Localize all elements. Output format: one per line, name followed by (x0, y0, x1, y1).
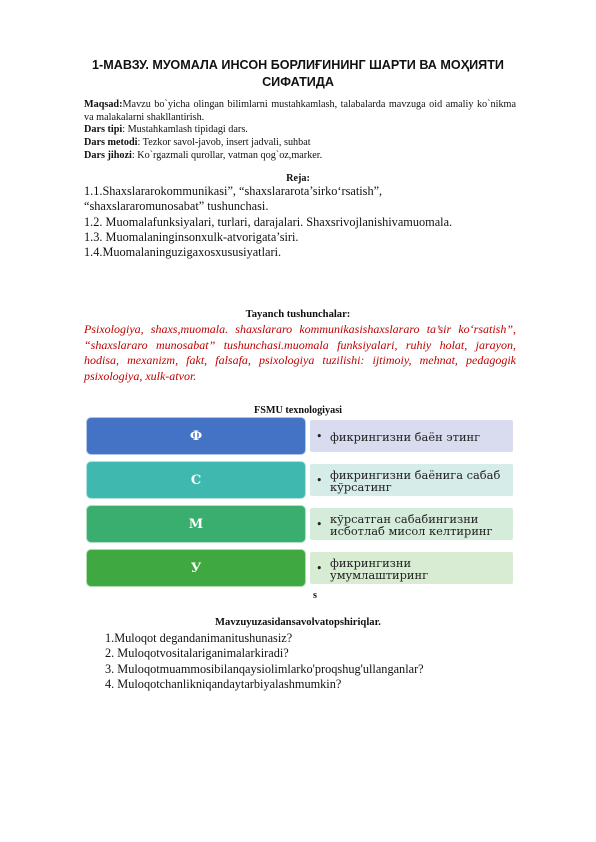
maqsad-text: Mavzu bo`yicha olingan bilimlarni mustahkamlash, talabalarda mavzuga oid amaliy ko`nikma va malakalarni shakllantirish. (84, 99, 516, 123)
page-title: 1-МАВЗУ. МУОМАЛА ИНСОН БОРЛИҒИНИНГ ШАРТИ ВА МОҲИЯТИ СИФАТИДА (92, 58, 504, 89)
reja-item: 1.1.Shaxslararokommunikasi”, “shaxslararota’sirko‘rsatish”, (84, 184, 383, 198)
fsmu-text-box (310, 552, 513, 584)
bullet-icon: • (316, 517, 323, 531)
bullet-icon: • (316, 429, 323, 443)
fsmu-row-text: фикрингизни баёнига сабаб кўрсатинг (330, 467, 501, 494)
jihozi-text: : Ko`rgazmali qurollar, vatman qog`oz,marker. (131, 149, 323, 161)
meta-jihozi (84, 150, 516, 163)
fsmu-row (84, 505, 516, 545)
fsmu-text-box (310, 464, 513, 496)
tipi-label: Dars tipi (84, 124, 123, 136)
reja-list (84, 184, 516, 260)
maqsad-label: Maqsad: (84, 99, 123, 110)
reja-item: 1.4.Muomalaninguzigaxosxususiyatlari. (84, 245, 282, 260)
fsmu-row (84, 461, 516, 501)
fsmu-row (84, 549, 516, 589)
question-item: 1.Muloqot degandanimanitushunasiz? (105, 631, 293, 645)
metodi-label: Dars metodi (84, 137, 138, 149)
fsmu-row (84, 417, 516, 457)
bullet-icon: • (316, 473, 323, 487)
fsmu-heading: FSMU texnologiyasi (253, 405, 342, 416)
reja-item: “shaxslararomunosabat” tushunchasi. (84, 199, 269, 214)
fsmu-text-box (310, 420, 513, 452)
fsmu-letter-box: У (86, 549, 306, 587)
reja-item: 1.3. Muomalaninginsonxulk-atvorigata’siri. (84, 229, 299, 244)
meta-tipi (84, 124, 516, 137)
tipi-text: : Mustahkamlash tipidagi dars. (122, 124, 248, 136)
fsmu-text-box (310, 508, 513, 540)
reja-heading: Reja: (286, 173, 310, 184)
fsmu-letter-box: С (86, 461, 306, 499)
reja-item: 1.2. Muomalafunksiyalari, turlari, darajalari. Shaxsrivojlanishivamuomala. (84, 214, 453, 229)
tayanch-text: Psixologiya, shaxs,muomala. shaxslararo kommunikasishaxslararo ta’sir ko‘rsatish”, “shaxslararo munosabat” tushunchasi.muomala funksiyalari, ruhiy holat, jarayon, hodisa, mexanizm, fakt, falsafa, psixologiya tuzilishi: ijtimoiy, mehnat, pedagogik psixologiya, xulk-atvor. (84, 322, 516, 383)
bullet-icon: • (316, 561, 323, 575)
fsmu-letter-box: М (86, 505, 306, 543)
question-item: 4. Muloqotchanlikniqandaytarbiyalashmumkin? (105, 676, 342, 691)
question-item: 2. Muloqotvositalariganimalarkiradi? (105, 646, 289, 661)
questions-list (105, 631, 525, 692)
tayanch-heading: Tayanch tushunchalar: (245, 309, 351, 320)
fsmu-diagram (84, 417, 516, 589)
questions-heading: Mavzuyuzasidansavolvatopshiriqlar. (215, 617, 381, 628)
fsmu-letter-box: Ф (86, 417, 306, 455)
diagram-caption: s (313, 590, 317, 601)
metodi-text: : Tezkor savol-javob, insert jadvali, suhbat (137, 137, 311, 149)
fsmu-row-text: фикрингизни баён этинг (330, 429, 481, 444)
question-item: 3. Muloqotmuammosibilanqaysiolimlarko'proqshug'ullanganlar? (105, 661, 424, 676)
meta-maqsad (84, 99, 516, 124)
lesson-meta (84, 99, 516, 163)
jihozi-label: Dars jihozi (84, 149, 132, 161)
fsmu-row-text: фикрингизни умумлаштиринг (330, 555, 429, 582)
fsmu-row-text: кўрсатган сабабингизни исботлаб мисол келтиринг (330, 511, 493, 538)
meta-metodi (84, 137, 516, 150)
